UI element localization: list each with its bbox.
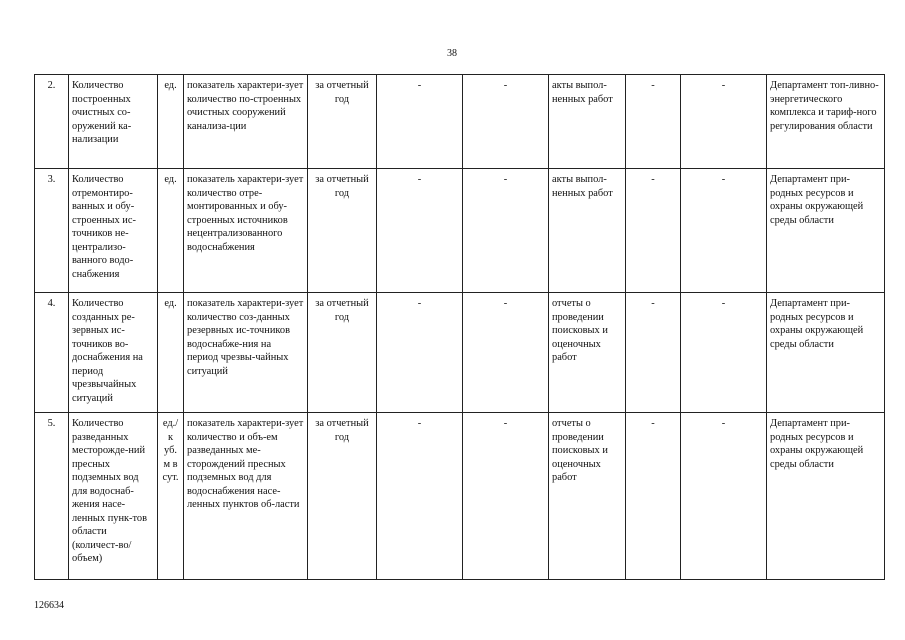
dash-cell: - (377, 413, 463, 580)
data-source: отчеты о проведении поисковых и оценочных работ (549, 293, 626, 413)
reporting-period: за отчетный год (308, 293, 377, 413)
dash-cell: - (463, 169, 549, 293)
dash-cell: - (377, 75, 463, 169)
data-source: отчеты о проведении поисковых и оценочных работ (549, 413, 626, 580)
reporting-period: за отчетный год (308, 169, 377, 293)
document-code: 126634 (34, 600, 64, 611)
indicator-name: Количество разведанных месторожде-ний пресных подземных вод для водоснаб-жения насе-ленных пунк-тов области (количест-во/объем) (69, 413, 158, 580)
dash-cell: - (463, 75, 549, 169)
unit-of-measure: ед. (158, 169, 184, 293)
indicator-definition: показатель характери-зует количество отре-монтированных и обу-строенных источников нецентрализованного водоснабжения (184, 169, 308, 293)
dash-cell: - (463, 293, 549, 413)
indicator-definition: показатель характери-зует количество по-строенных очистных сооружений канализа-ции (184, 75, 308, 169)
table-row (35, 169, 885, 293)
indicator-definition: показатель характери-зует количество соз-данных резервных ис-точников водоснабже-ния на период чрезвы-чайных ситуаций (184, 293, 308, 413)
dash-cell: - (681, 293, 767, 413)
indicator-name: Количество отремонтиро-ванных и обу-строенных ис-точников не-централизо-ванного водо-снабжения (69, 169, 158, 293)
indicator-definition: показатель характери-зует количество и объ-ем разведанных ме-сторождений пресных подземных вод для водоснабжения насе-ленных пунктов об-ласти (184, 413, 308, 580)
data-source: акты выпол-ненных работ (549, 169, 626, 293)
row-number: 4. (35, 293, 69, 413)
indicator-name: Количество созданных ре-зервных ис-точников во-доснабжения на период чрезвычайных ситуаций (69, 293, 158, 413)
unit-of-measure: ед./к уб. м в сут. (158, 413, 184, 580)
dash-cell: - (377, 169, 463, 293)
table-row (35, 293, 885, 413)
indicators-table (34, 74, 885, 580)
table-row (35, 413, 885, 580)
dash-cell: - (626, 293, 681, 413)
dash-cell: - (626, 413, 681, 580)
dash-cell: - (626, 169, 681, 293)
row-number: 2. (35, 75, 69, 169)
unit-of-measure: ед. (158, 293, 184, 413)
indicator-name: Количество построенных очистных со-оружений ка-нализации (69, 75, 158, 169)
responsible-department: Департамент при-родных ресурсов и охраны окружающей среды области (767, 293, 885, 413)
table-row (35, 75, 885, 169)
row-number: 5. (35, 413, 69, 580)
reporting-period: за отчетный год (308, 413, 377, 580)
page-number: 38 (447, 48, 457, 59)
dash-cell: - (463, 413, 549, 580)
data-source: акты выпол-ненных работ (549, 75, 626, 169)
responsible-department: Департамент топ-ливно-энергетического комплекса и тариф-ного регулирования области (767, 75, 885, 169)
dash-cell: - (681, 169, 767, 293)
row-number: 3. (35, 169, 69, 293)
unit-of-measure: ед. (158, 75, 184, 169)
responsible-department: Департамент при-родных ресурсов и охраны окружающей среды области (767, 169, 885, 293)
reporting-period: за отчетный год (308, 75, 377, 169)
dash-cell: - (626, 75, 681, 169)
dash-cell: - (681, 75, 767, 169)
responsible-department: Департамент при-родных ресурсов и охраны окружающей среды области (767, 413, 885, 580)
dash-cell: - (377, 293, 463, 413)
dash-cell: - (681, 413, 767, 580)
